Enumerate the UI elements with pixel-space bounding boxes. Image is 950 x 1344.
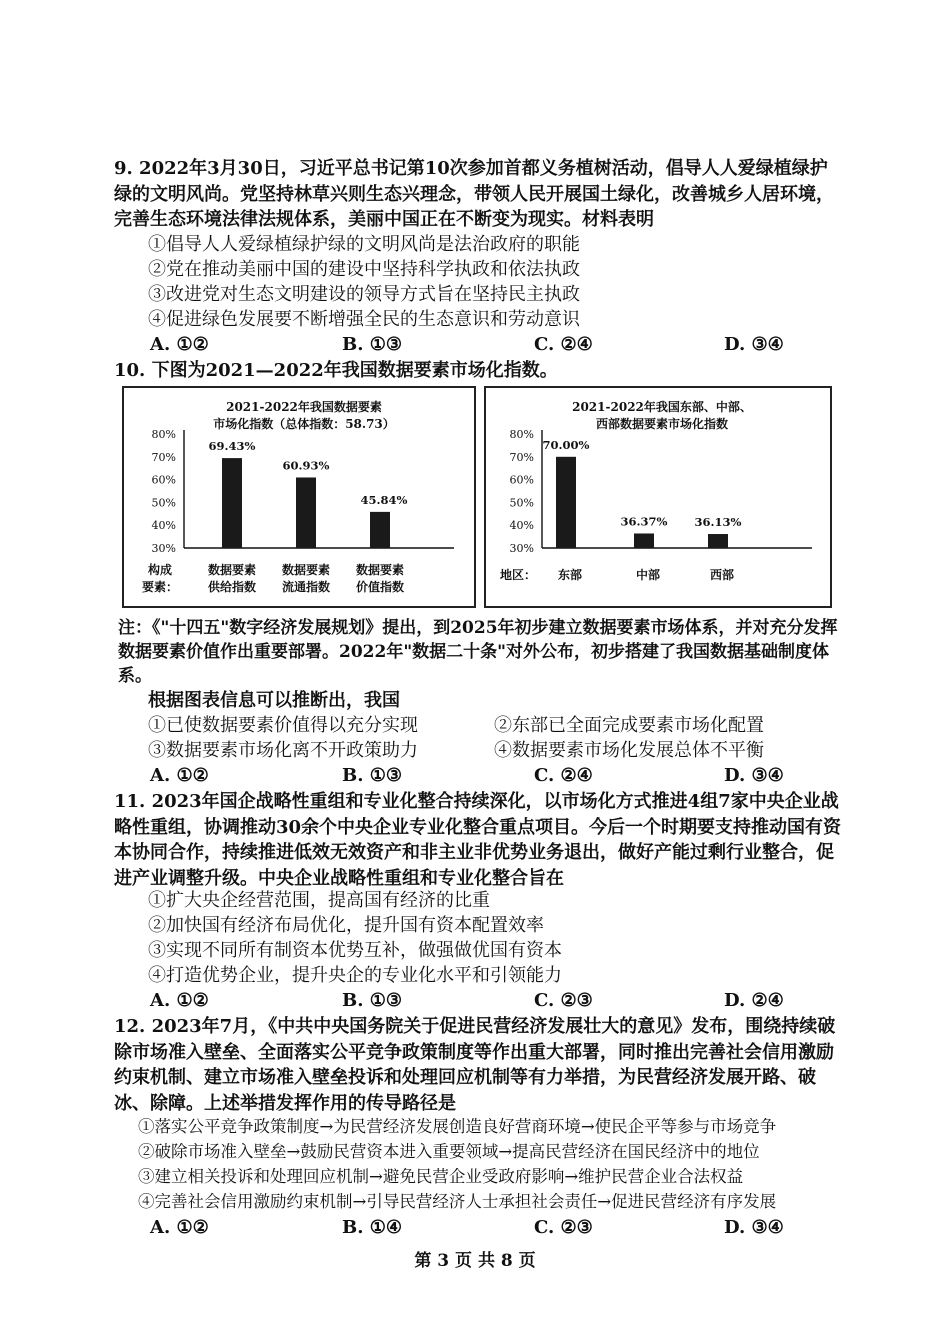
bar-value-label: 45.84%: [360, 492, 408, 507]
y-tick-label: 60%: [151, 473, 176, 487]
bar: [634, 533, 654, 548]
y-tick-label: 50%: [151, 496, 176, 510]
category-label: 中部: [635, 568, 661, 582]
q10-choice-c: C. ②④: [534, 765, 593, 786]
q10-note: 注：《"十四五"数字经济发展规划》提出，到2025年初步建立数据要素市场体系，并对充分发挥数据要素价值作出重要部署。2022年"数据二十条"对外公布，初步搭建了我国数据基础制度体系。: [118, 618, 838, 686]
q12-choice-d: D. ③④: [724, 1217, 784, 1238]
chart-right: [486, 388, 830, 606]
y-tick-label: 50%: [509, 496, 534, 510]
q11-stem: 11. 2023年国企战略性重组和专业化整合持续深化，以市场化方式推进4组7家中央企业战略性重组，协调推动30余个中央企业专业化整合重点项目。今后一个时期要支持推动国有资本协同合作，持续推进低效无效资产和非主业非优势业务退出，做好产能过剩行业整合，促进产业调整升级。中央企业战略性重组和专业化整合旨在: [114, 791, 842, 889]
q10-option-3: ③数据要素市场化离不开政策助力: [148, 740, 418, 761]
category-label: 价值指数: [355, 580, 405, 594]
q12-option-2: ②破除市场准入壁垒→鼓励民营资本进入重要领域→提高民营经济在国民经济中的地位: [138, 1142, 760, 1161]
q11-option-3: ③实现不同所有制资本优势互补，做强做优国有资本: [148, 940, 562, 961]
q9-choice-c: C. ②④: [534, 334, 593, 355]
q10-option-1: ①已使数据要素价值得以充分实现: [148, 715, 418, 736]
q10-choices: [150, 765, 784, 789]
chart-title: 2021-2022年我国东部、中部、: [572, 400, 752, 414]
y-tick-label: 80%: [509, 428, 534, 441]
q12-choice-b: B. ①④: [342, 1217, 403, 1238]
bar: [556, 457, 576, 548]
q10-option-4: ④数据要素市场化发展总体不平衡: [494, 740, 764, 761]
q11-choice-d: D. ②④: [724, 990, 784, 1011]
q9-stem: 9. 2022年3月30日，习近平总书记第10次参加首都义务植树活动，倡导人人爱绿植绿护绿的文明风尚。党坚持林草兴则生态兴理念，带领人民开展国土绿化，改善城乡人居环境，完善生态环境法律法规体系，美丽中国正在不断变为现实。材料表明: [114, 158, 834, 230]
y-tick-label: 30%: [509, 542, 534, 555]
q10-option-2: ②东部已全面完成要素市场化配置: [494, 715, 764, 736]
chart-title: 2021-2022年我国数据要素: [226, 400, 382, 414]
q9-choice-a: A. ①②: [150, 334, 209, 355]
chart-left: [124, 388, 474, 606]
q10-choice-a: A. ①②: [150, 765, 209, 786]
y-tick-label: 30%: [151, 542, 176, 555]
q11-choice-c: C. ②③: [534, 990, 593, 1011]
category-label: 数据要素: [281, 563, 331, 577]
chart-subtitle: 市场化指数（总体指数：58.73）: [213, 417, 395, 431]
q12-option-1: ①落实公平竞争政策制度→为民营经济发展创造良好营商环境→使民企平等参与市场竞争: [138, 1117, 777, 1136]
bar-value-label: 70.00%: [542, 437, 590, 452]
chart-subtitle: 西部数据要素市场化指数: [595, 417, 729, 431]
q9-option-2: ②党在推动美丽中国的建设中坚持科学执政和依法执政: [148, 259, 580, 280]
page-footer: 第 3 页 共 8 页: [414, 1251, 536, 1271]
q10-lead: 根据图表信息可以推断出，我国: [148, 690, 400, 711]
q12-stem: 12. 2023年7月，《中共中央国务院关于促进民营经济发展壮大的意见》发布，围绕持续破除市场准入壁垒、全面落实公平竞争政策制度等作出重大部署，同时推出完善社会信用激励约束机制、建立市场准入壁垒投诉和处理回应机制等有力举措，为民营经济发展开路、破冰、除障。上述举措发挥作用的传导路径是: [114, 1016, 836, 1114]
y-tick-label: 60%: [509, 473, 534, 487]
q12-choice-a: A. ①②: [150, 1217, 209, 1238]
q11-choices: [150, 990, 784, 1014]
q9-option-1: ①倡导人人爱绿植绿护绿的文明风尚是法治政府的职能: [148, 234, 580, 255]
q10-choice-d: D. ③④: [724, 765, 784, 786]
x-axis-label: 要素：: [141, 580, 179, 594]
q12-choices: [150, 1217, 784, 1241]
q11-option-1: ①扩大央企经营范围，提高国有经济的比重: [148, 890, 490, 911]
q11-choice-b: B. ①③: [342, 990, 403, 1011]
bar-value-label: 36.37%: [620, 514, 668, 529]
chart-box-right: [484, 386, 832, 608]
q9-choice-d: D. ③④: [724, 334, 784, 355]
y-tick-label: 70%: [151, 450, 176, 464]
category-label: 西部: [709, 568, 735, 582]
y-tick-label: 80%: [151, 428, 176, 441]
q9-choice-b: B. ①③: [342, 334, 403, 355]
q12-choice-c: C. ②③: [534, 1217, 593, 1238]
x-axis-label: 构成: [147, 563, 173, 577]
x-axis-label: 地区：: [499, 568, 537, 582]
chart-box-left: [122, 386, 476, 608]
q12-option-3: ③建立相关投诉和处理回应机制→避免民营企业受政府影响→维护民营企业合法权益: [138, 1167, 744, 1186]
q11-choice-a: A. ①②: [150, 990, 209, 1011]
y-tick-label: 70%: [509, 450, 534, 464]
category-label: 供给指数: [207, 580, 257, 594]
category-label: 流通指数: [281, 580, 331, 594]
bar-value-label: 36.13%: [694, 515, 742, 530]
bar: [222, 458, 242, 548]
bar-value-label: 69.43%: [208, 439, 256, 454]
category-label: 东部: [557, 568, 583, 582]
q10-stem: 10. 下图为2021—2022年我国数据要素市场化指数。: [114, 360, 558, 381]
q9-option-3: ③改进党对生态文明建设的领导方式旨在坚持民主执政: [148, 284, 580, 305]
category-label: 数据要素: [355, 563, 405, 577]
y-tick-label: 40%: [509, 519, 534, 533]
bar-value-label: 60.93%: [282, 458, 330, 473]
q12-option-4: ④完善社会信用激励约束机制→引导民营经济人士承担社会责任→促进民营经济有序发展: [138, 1192, 777, 1211]
q11-option-4: ④打造优势企业，提升央企的专业化水平和引领能力: [148, 965, 562, 986]
bar: [708, 534, 728, 548]
y-tick-label: 40%: [151, 519, 176, 533]
q9-option-4: ④促进绿色发展要不断增强全民的生态意识和劳动意识: [148, 309, 580, 330]
q10-choice-b: B. ①③: [342, 765, 403, 786]
bar: [370, 512, 390, 548]
category-label: 数据要素: [207, 563, 257, 577]
q9-choices: [150, 334, 784, 358]
bar: [296, 477, 316, 548]
q11-option-2: ②加快国有经济布局优化，提升国有资本配置效率: [148, 915, 544, 936]
